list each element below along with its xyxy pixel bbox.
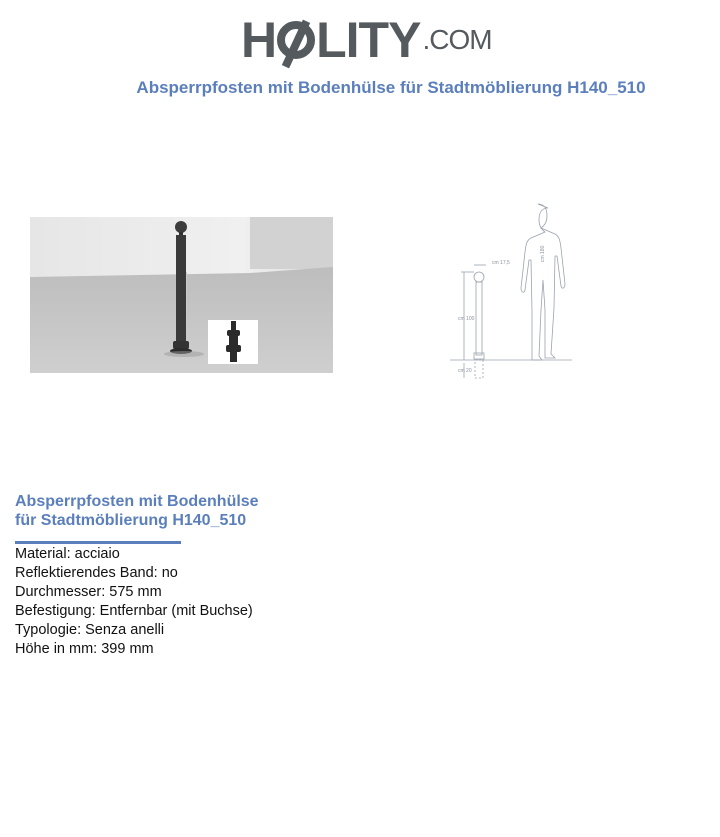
spec-reflective-band: Reflektierendes Band: no	[15, 565, 178, 581]
spec-height: Höhe in mm: 399 mm	[15, 641, 154, 657]
drawing-height-label: cm 100	[458, 316, 475, 322]
spec-mounting: Befestigung: Entfernbar (mit Buchse)	[15, 603, 253, 619]
logo-wordmark	[241, 12, 492, 68]
product-title-line-2: für Stadtmöblierung H140_510	[15, 512, 247, 529]
logo-tld: .COM	[422, 24, 492, 55]
product-photo-image	[30, 217, 333, 373]
title-divider	[15, 541, 181, 544]
page-title: Absperrpfosten mit Bodenhülse für Stadtmöblierung H140_510	[136, 78, 646, 97]
spec-typology: Typologie: Senza anelli	[15, 622, 165, 638]
logo-letters: LITY	[316, 12, 421, 68]
spec-list	[15, 545, 253, 659]
product-photo	[30, 217, 333, 373]
logo-letter-h: H	[241, 12, 277, 68]
drawing-ground-label: cm 20	[458, 368, 472, 374]
dimension-drawing-image	[450, 198, 580, 383]
drawing-width-label: cm 17,5	[492, 260, 510, 266]
product-title-line-1: Absperrpfosten mit Bodenhülse	[15, 493, 259, 510]
drawing-person-label: cm 180	[540, 245, 546, 262]
site-logo[interactable]	[241, 12, 492, 68]
spec-material: Material: acciaio	[15, 546, 120, 562]
dimension-drawing	[450, 198, 580, 383]
product-title	[15, 492, 295, 530]
spec-diameter: Durchmesser: 575 mm	[15, 584, 162, 600]
logo-o-icon	[277, 21, 315, 59]
